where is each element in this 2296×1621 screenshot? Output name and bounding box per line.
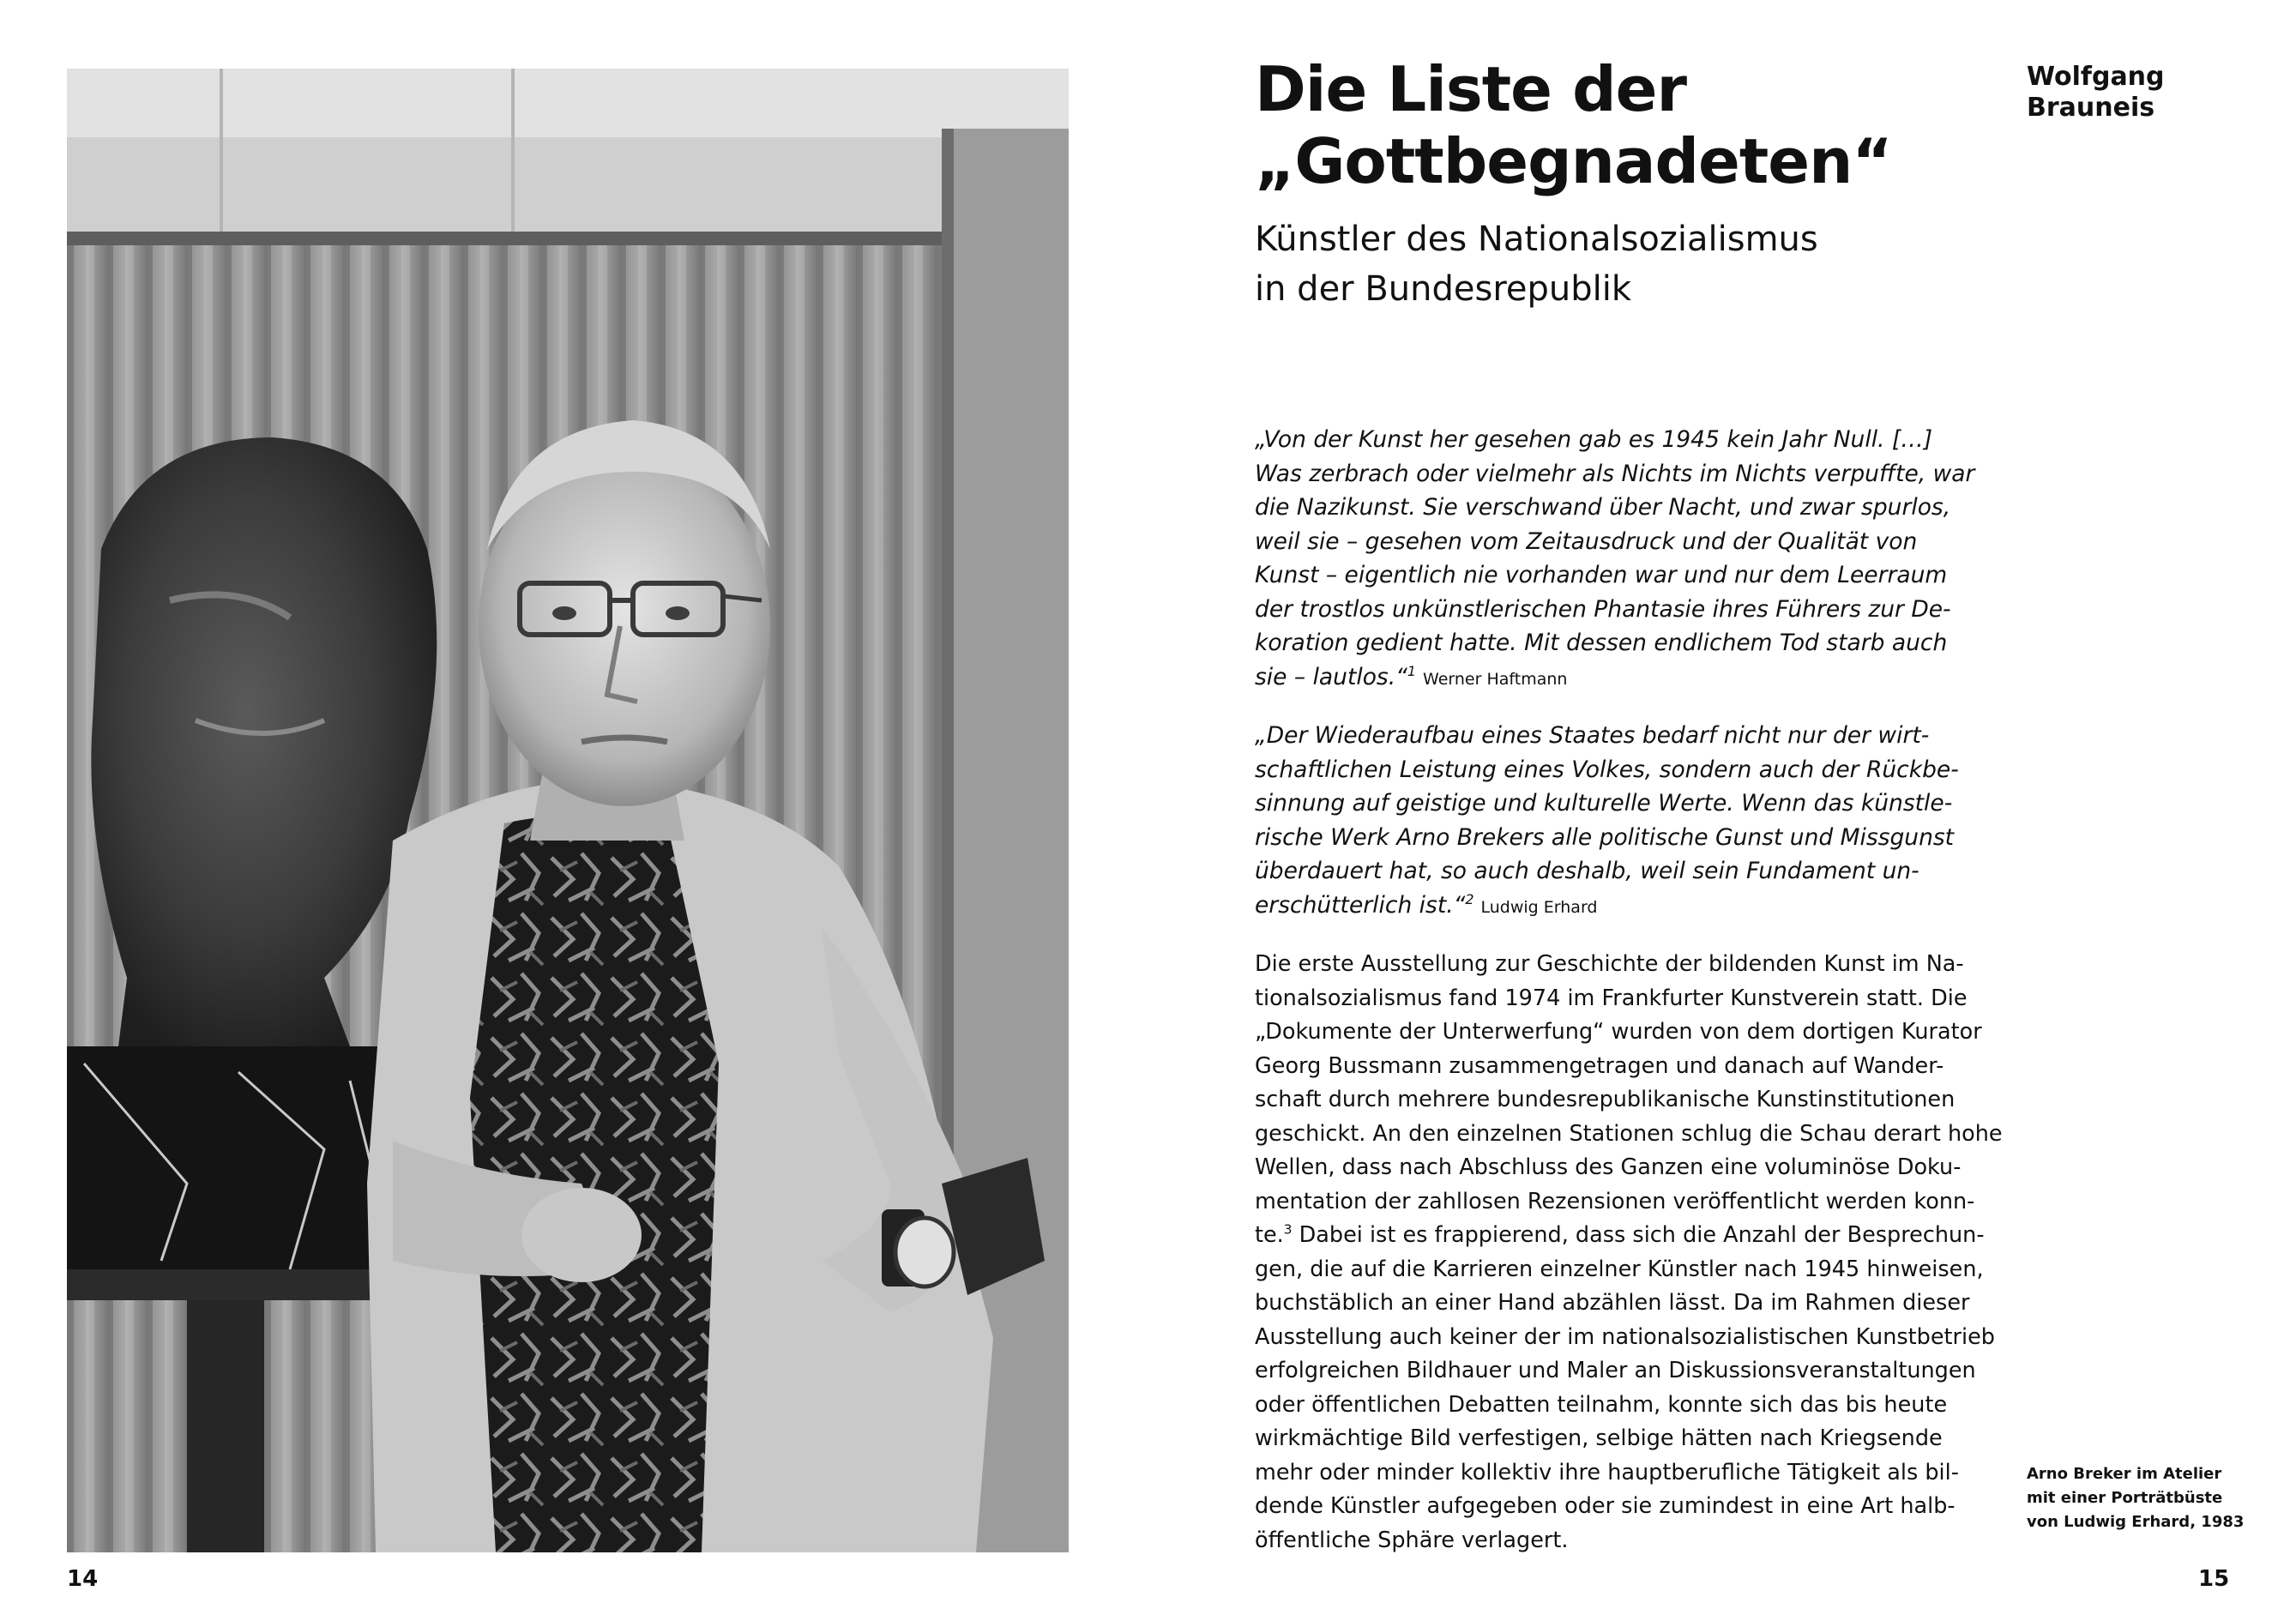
quote-haftmann [1255, 423, 1992, 696]
body-line: erfolgreichen Bildhauer und Maler an Diskussionsveranstaltungen [1255, 1358, 1976, 1383]
page-number-left: 14 [67, 1566, 99, 1592]
author [2027, 62, 2250, 124]
footnote-ref[interactable]: 3 [1283, 1221, 1293, 1238]
body-line: Ausstellung auch keiner der im nationalsozialistischen Kunstbetrieb [1255, 1323, 1995, 1350]
quote-line: Kunst – eigentlich nie vorhanden war und nur dem Leerraum [1255, 562, 1948, 588]
body-line: Wellen, dass nach Abschluss des Ganzen eine voluminöse Doku- [1255, 1154, 1962, 1180]
page-number-right: 15 [2198, 1566, 2230, 1592]
body-line-with-note [1255, 1219, 2010, 1253]
body-line: Georg Bussmann zusammengetragen und danach auf Wander- [1255, 1052, 1944, 1079]
body-text-part: te. [1255, 1222, 1284, 1248]
caption-line: mit einer Porträtbüste [2027, 1489, 2223, 1507]
body-line: mehr oder minder kollektiv ihre hauptberufliche Tätigkeit als bil- [1255, 1459, 1959, 1485]
body-line: buchstäblich an einer Hand abzählen lässt. Da im Rahmen dieser [1255, 1290, 1970, 1316]
quote-line: schaftlichen Leistung eines Volkes, sondern auch der Rückbe- [1255, 756, 1959, 783]
quote-line: der trostlos unkünstlerischen Phantasie ihres Führers zur De- [1255, 595, 1951, 623]
footnote-ref[interactable]: 2 [1465, 890, 1474, 907]
quote-line: „Der Wiederaufbau eines Staates bedarf nicht nur der wirt- [1255, 722, 1930, 749]
quote-attribution: Werner Haftmann [1423, 669, 1568, 689]
body-line: schaft durch mehrere bundesrepublikanische Kunstinstitutionen [1255, 1087, 1956, 1112]
caption-line: Arno Breker im Atelier [2027, 1465, 2222, 1483]
quote-attribution: Ludwig Erhard [1480, 897, 1598, 917]
author-line: Wolfgang [2027, 62, 2165, 92]
body-line: gen, die auf die Karrieren einzelner Künstler nach 1945 hinweisen, [1255, 1256, 1984, 1282]
chapter-subtitle [1255, 214, 1941, 314]
body-line: wirkmächtige Bild verfestigen, selbige hätten nach Kriegsende [1255, 1425, 1943, 1451]
author-line: Brauneis [2027, 93, 2155, 123]
quote-last-line [1255, 660, 1992, 697]
photo [67, 69, 1069, 1552]
body-line: oder öffentlichen Debatten teilnahm, konnte sich das bis heute [1255, 1391, 1948, 1418]
subtitle-line: in der Bundesrepublik [1255, 269, 1632, 309]
quote-line: weil sie – gesehen vom Zeitausdruck und der Qualität von [1255, 527, 1918, 555]
body-text [1255, 948, 2010, 1558]
quote-erhard [1255, 719, 1992, 925]
body-line: „Dokumente der Unterwerfung“ wurden von dem dortigen Kurator [1255, 1019, 1982, 1045]
photo-caption [2027, 1462, 2258, 1534]
quote-line: sinnung auf geistige und kulturelle Werte. Wenn das künstle- [1255, 790, 1953, 817]
quote-line: koration gedient hatte. Mit dessen endlichem Tod starb auch [1255, 630, 1948, 656]
body-line: tionalsozialismus fand 1974 im Frankfurter Kunstverein statt. Die [1255, 985, 1968, 1011]
footnote-ref[interactable]: 1 [1407, 662, 1417, 679]
body-line: dende Künstler aufgegeben oder sie zumindest in eine Art halb- [1255, 1493, 1956, 1519]
quote-line: die Nazikunst. Sie verschwand über Nacht, und zwar spurlos, [1255, 494, 1951, 521]
title-line: „Gottbegnadeten“ [1255, 125, 1892, 197]
quote-last-line [1255, 889, 1992, 925]
caption-line: von Ludwig Erhard, 1983 [2027, 1513, 2245, 1531]
quote-last-text: sie – lautlos.“ [1255, 663, 1407, 690]
body-line: geschickt. An den einzelnen Stationen schlug die Schau derart hohe [1255, 1120, 2003, 1147]
quote-line: rische Werk Arno Brekers alle politische Gunst und Missgunst [1255, 823, 1955, 851]
quote-line: Was zerbrach oder vielmehr als Nichts im Nichts verpuffte, war [1255, 460, 1975, 487]
chapter-title [1255, 53, 1958, 197]
quote-last-text: erschütterlich ist.“ [1255, 891, 1466, 919]
quote-line: überdauert hat, so auch deshalb, weil sein Fundament un- [1255, 858, 1919, 884]
subtitle-line: Künstler des Nationalsozialismus [1255, 220, 1818, 259]
quote-line: „Von der Kunst her gesehen gab es 1945 kein Jahr Null. […] [1255, 426, 1933, 453]
body-line: mentation der zahllosen Rezensionen veröffentlicht werden konn- [1255, 1188, 1975, 1214]
photo-arno-breker-with-bust [67, 69, 1069, 1552]
body-line: Die erste Ausstellung zur Geschichte der bildenden Kunst im Na- [1255, 951, 1964, 977]
title-line: Die Liste der [1255, 53, 1686, 125]
body-text-part: Dabei ist es frappierend, dass sich die Anzahl der Besprechun- [1292, 1222, 1985, 1248]
body-line: öffentliche Sphäre verlagert. [1255, 1527, 1569, 1553]
